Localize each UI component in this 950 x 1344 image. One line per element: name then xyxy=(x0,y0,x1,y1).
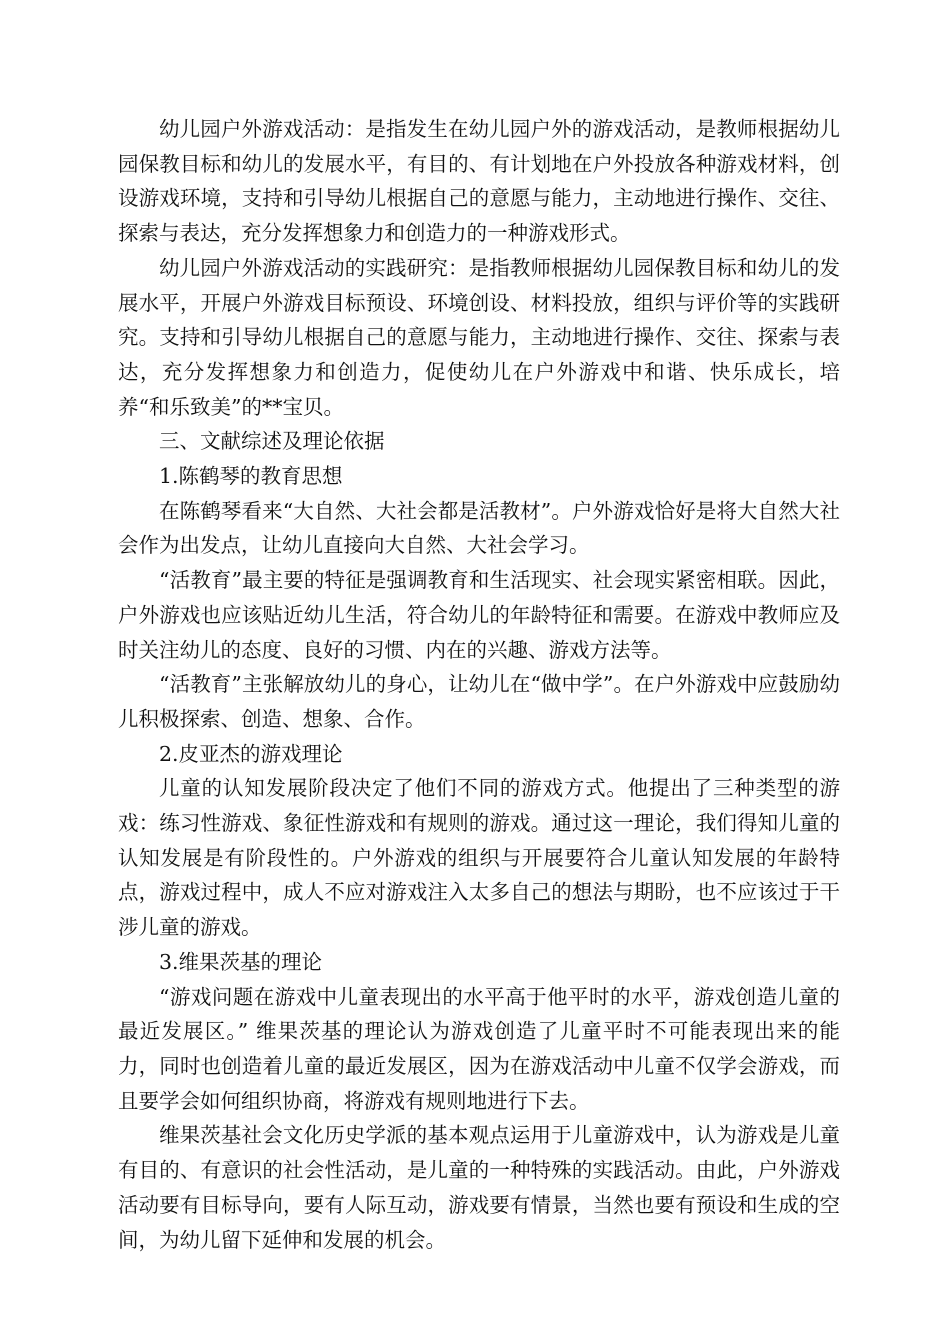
definition-paragraph-practice-research: 幼儿园户外游戏活动的实践研究：是指教师根据幼儿园保教目标和幼儿的发展水平，开展户外游戏目标预设、环境创设、材料投放，组织与评价等的实践研究。支持和引导幼儿根据自己的意愿与能力，主动地进行操作、交往、探索与表达，充分发挥想象力和创造力，促使幼儿在户外游戏中和谐、快乐成长，培养“和乐致美”的**宝贝。 xyxy=(118,255,840,419)
subheading-piaget: 2.皮亚杰的游戏理论 xyxy=(159,741,343,766)
paragraph-living-education-feature: “活教育”最主要的特征是强调教育和生活现实、社会现实紧密相联。因此，户外游戏也应该贴近幼儿生活，符合幼儿的年龄特征和需要。在游戏中教师应及时关注幼儿的态度、良好的习惯、内在的兴趣、游戏方法等。 xyxy=(118,568,840,662)
section-heading-literature-review: 三、文献综述及理论依据 xyxy=(159,429,385,454)
paragraph-living-education-liberation: “活教育”主张解放幼儿的身心，让幼儿在“做中学”。在户外游戏中应鼓励幼儿积极探索、创造、想象、合作。 xyxy=(118,672,840,731)
paragraph-chen-nature: 在陈鹤琴看来“大自然、大社会都是活教材”。户外游戏恰好是将大自然大社会作为出发点，让幼儿直接向大自然、大社会学习。 xyxy=(118,498,840,558)
paragraph-vygotsky-sociocultural: 维果茨基社会文化历史学派的基本观点运用于儿童游戏中，认为游戏是儿童有目的、有意识的社会性活动，是儿童的一种特殊的实践活动。由此，户外游戏活动要有目标导向，要有人际互动，游戏要有情景，当然也要有预设和生成的空间，为幼儿留下延伸和发展的机会。 xyxy=(118,1123,840,1252)
subheading-chen-heqin: 1.陈鹤琴的教育思想 xyxy=(159,464,343,489)
definition-paragraph-outdoor-game: 幼儿园户外游戏活动：是指发生在幼儿园户外的游戏活动，是教师根据幼儿园保教目标和幼儿的发展水平，有目的、有计划地在户外投放各种游戏材料，创设游戏环境，支持和引导幼儿根据自己的意愿与能力，主动地进行操作、交往、探索与表达，充分发挥想象力和创造力的一种游戏形式。 xyxy=(118,117,840,246)
subheading-vygotsky: 3.维果茨基的理论 xyxy=(159,949,323,974)
paragraph-vygotsky-zpd: “游戏问题在游戏中儿童表现出的水平高于他平时的水平，游戏创造儿童的最近发展区。” 维果茨基的理论认为游戏创造了儿童平时不可能表现出来的能力，同时也创造着儿童的最近发展区，因为在游戏活动中儿童不仅学会游戏，而且要学会如何组织协商，将游戏有规则地进行下去。 xyxy=(118,984,840,1113)
document-page xyxy=(118,112,840,1257)
paragraph-piaget-theory: 儿童的认知发展阶段决定了他们不同的游戏方式。他提出了三种类型的游戏：练习性游戏、象征性游戏和有规则的游戏。通过这一理论，我们得知儿童的认知发展是有阶段性的。户外游戏的组织与开展要符合儿童认知发展的年龄特点，游戏过程中，成人不应对游戏注入太多自己的想法与期盼，也不应该过于干涉儿童的游戏。 xyxy=(118,776,840,940)
